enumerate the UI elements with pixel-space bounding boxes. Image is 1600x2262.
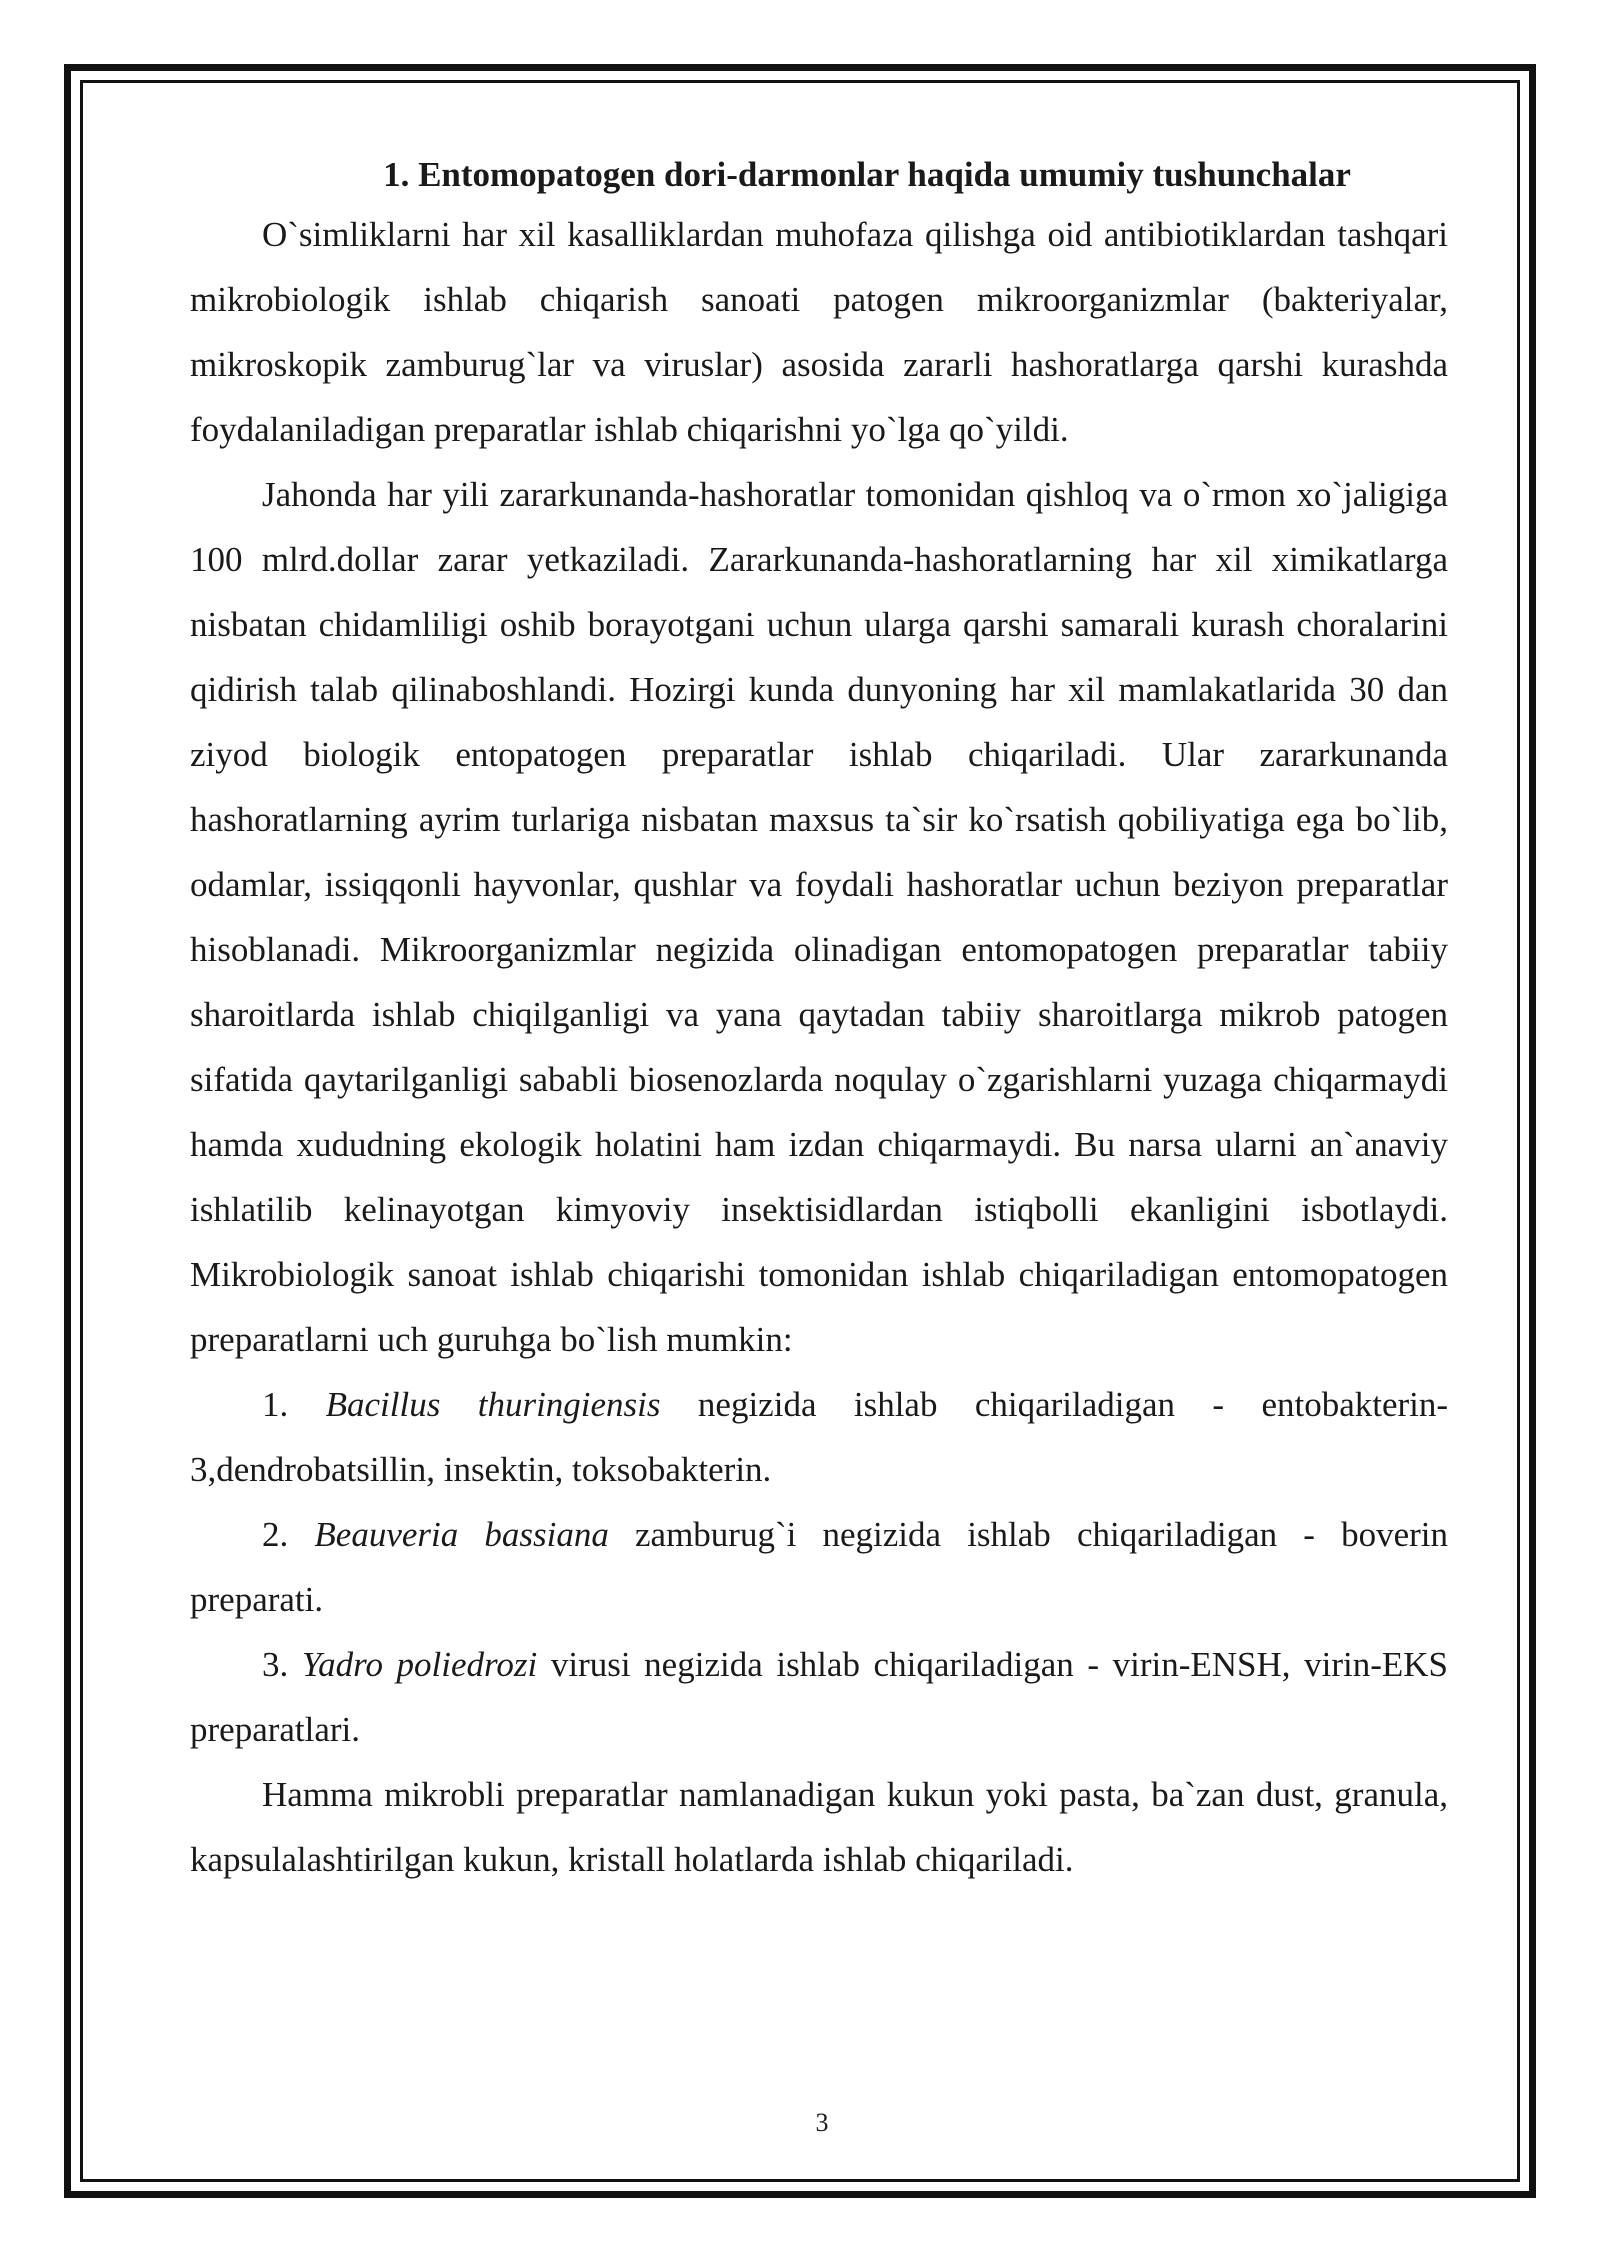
species-name: Beauveria bassiana <box>314 1515 609 1554</box>
section-heading: 1. Entomopatogen dori-darmonlar haqida umumiy tushunchalar <box>383 155 1351 194</box>
list-item-number: 2. <box>262 1515 289 1554</box>
page-content <box>190 148 1448 1892</box>
species-name: Yadro poliedrozi <box>301 1645 538 1684</box>
list-item-number: 1. <box>262 1385 289 1424</box>
paragraph-main: Jahonda har yili zararkunanda-hashoratlar tomonidan qishloq va o`rmon xo`jaligiga 100 mlrd.dollar zarar yetkaziladi. Zararkunanda-hashoratlarning har xil ximikatlarga nisbatan chidamliligi oshib borayotgani uchun ularga qarshi samarali kurash choralarini qidirish talab qilinaboshlandi. Hozirgi kunda dunyoning har xil mamlakatlarida 30 dan ziyod biologik entopatogen preparatlar ishlab chiqariladi. Ular zararkunanda hashoratlarning ayrim turlariga nisbatan maxsus ta`sir ko`rsatish qobiliyatiga ega bo`lib, odamlar, issiqqonli hayvonlar, qushlar va foydali hashoratlar uchun beziyon preparatlar hisoblanadi. Mikroorganizmlar negizida olinadigan entomopatogen preparatlar tabiiy sharoitlarda ishlab chiqilganligi va yana qaytadan tabiiy sharoitlarga mikrob patogen sifatida qaytarilganligi sababli biosenozlarda noqulay o`zgarishlarni yuzaga chiqarmaydi hamda xududning ekologik holatini ham izdan chiqarmaydi. Bu narsa ularni an`anaviy ishlatilib kelinayotgan kimyoviy insektisidlardan istiqbolli ekanligini isbotlaydi. Mikrobiologik sanoat ishlab chiqarishi tomonidan ishlab chiqariladigan entomopatogen preparatlarni uch guruhga bo`lish mumkin: <box>190 475 1448 1359</box>
species-name: Bacillus thuringiensis <box>325 1385 661 1424</box>
list-item-text: zamburug`i negizida ishlab chiqariladigan - boverin preparati. <box>190 1515 1449 1619</box>
paragraph-intro: O`simliklarni har xil kasalliklardan muhofaza qilishga oid antibiotiklardan tashqari mikrobiologik ishlab chiqarish sanoati patogen mikroorganizmlar (bakteriyalar, mikroskopik zamburug`lar va viruslar) asosida zararli hashoratlarga qarshi kurashda foydalaniladigan preparatlar ishlab chiqarishni yo`lga qo`yildi. <box>190 215 1448 449</box>
list-item-1 <box>190 1372 1448 1502</box>
list-item-text: negizida ishlab chiqariladigan - entobakterin-3,dendrobatsillin, insektin, toksobakterin. <box>190 1385 1449 1489</box>
list-item-2 <box>190 1502 1448 1632</box>
page-number: 3 <box>815 2108 829 2137</box>
list-item-3 <box>190 1632 1448 1762</box>
list-item-number: 3. <box>262 1645 289 1684</box>
paragraph-closing: Hamma mikrobli preparatlar namlanadigan kukun yoki pasta, ba`zan dust, granula, kapsulalashtirilgan kukun, kristall holatlarda ishlab chiqariladi. <box>190 1775 1448 1879</box>
list-item-text: virusi negizida ishlab chiqariladigan - virin-ENSH, virin-EKS preparatlari. <box>190 1645 1449 1749</box>
